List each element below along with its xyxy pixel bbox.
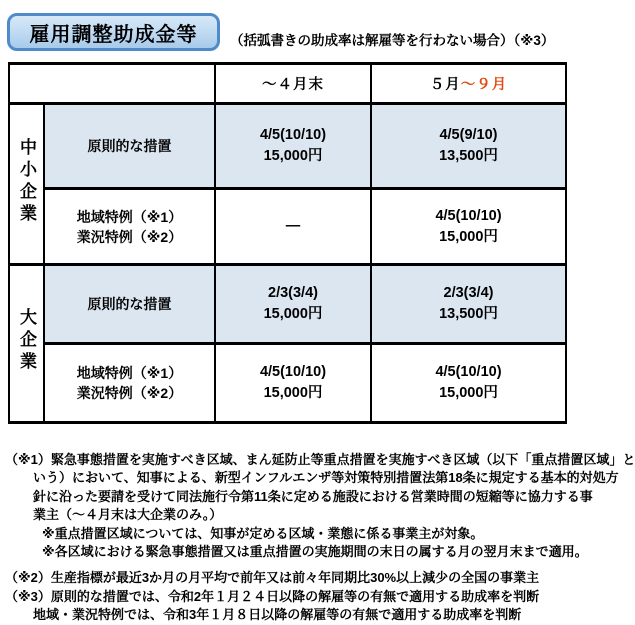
- cell-sme-principle-apr: 4/5(10/10) 15,000円: [215, 104, 371, 189]
- cell-sme-special-may-sep: 4/5(10/10) 15,000円: [371, 189, 566, 265]
- cell-sme-principle-may-sep: 4/5(9/10) 13,500円: [371, 104, 566, 189]
- footnote-1-line-1: （※1）緊急事態措置を実施すべき区域、まん延防止等重点措置を実施すべき区域（以下「重点措置区域」と: [5, 452, 635, 467]
- cell-large-principle-apr: 2/3(3/4) 15,000円: [215, 265, 371, 344]
- row-label-large-special: 地域特例（※1） 業況特例（※2）: [44, 344, 215, 423]
- table-row-sme-principle: [9, 104, 566, 189]
- table-row-large-special: [9, 344, 566, 423]
- cell-sme-special-apr: ―: [215, 189, 371, 265]
- footnote-2: （※2）生産指標が最近3か月の月平均で前年又は前々年同期比30%以上減少の全国の事業主: [5, 570, 540, 586]
- footnote-1-line-4: 業主（～４月末は大企業のみ。）: [33, 507, 223, 523]
- footnotes-block: [5, 451, 635, 625]
- footnote-1-sub-2: ※各区域における緊急事態措置又は重点措置の実施期間の末日の属する月の翌月末まで適用。: [42, 544, 588, 560]
- footnote-1-line-2: いう）において、知事による、新型インフルエンザ等対策特別措置法第18条に規定する基本的対処方: [33, 470, 619, 486]
- page-title: 雇用調整助成金等: [29, 23, 198, 46]
- table-row-sme-special: [9, 189, 566, 265]
- footnote-1-sub-1: ※重点措置区域については、知事が定める区域・業態に係る事業主が対象。: [42, 525, 484, 541]
- footnote-3-line-2: 地域・業況特例では、令和3年１月８日以降の解雇等の有無で適用する助成率を判断: [33, 607, 522, 623]
- footnote-1-line-3: 針に沿った要請を受けて同法施行令第11条に定める施設における営業時間の短縮等に協力する事: [33, 488, 593, 504]
- title-badge: [7, 13, 220, 51]
- header-period-may-sep-black: ５月: [429, 77, 461, 93]
- footnote-gap: [5, 561, 599, 569]
- cell-large-special-may-sep: 4/5(10/10) 15,000円: [371, 344, 566, 423]
- footnote-3-line-1: （※3）原則的な措置では、令和2年１月２４日以降の解雇等の有無で適用する助成率を判断: [5, 588, 540, 604]
- table-row-large-principle: [9, 265, 566, 344]
- header-period-may-sep-red: ～９月: [460, 77, 508, 93]
- cell-large-principle-may-sep: 2/3(3/4) 13,500円: [371, 265, 566, 344]
- row-label-large-principle: 原則的な措置: [44, 265, 215, 344]
- page-subtitle: （括弧書きの助成率は解雇等を行わない場合）（※3）: [230, 33, 555, 48]
- table-header-row: [9, 64, 566, 104]
- group-label-sme: 中小企業: [9, 104, 44, 265]
- header-empty-cell: [9, 64, 215, 104]
- row-label-sme-special: 地域特例（※1） 業況特例（※2）: [44, 189, 215, 265]
- header-period-apr: ～４月末: [215, 64, 371, 104]
- subsidy-rate-table: [8, 62, 567, 424]
- row-label-sme-principle: 原則的な措置: [44, 104, 215, 189]
- group-label-large: 大企業: [9, 265, 44, 423]
- cell-large-special-apr: 4/5(10/10) 15,000円: [215, 344, 371, 423]
- header-period-may-sep: [371, 64, 566, 104]
